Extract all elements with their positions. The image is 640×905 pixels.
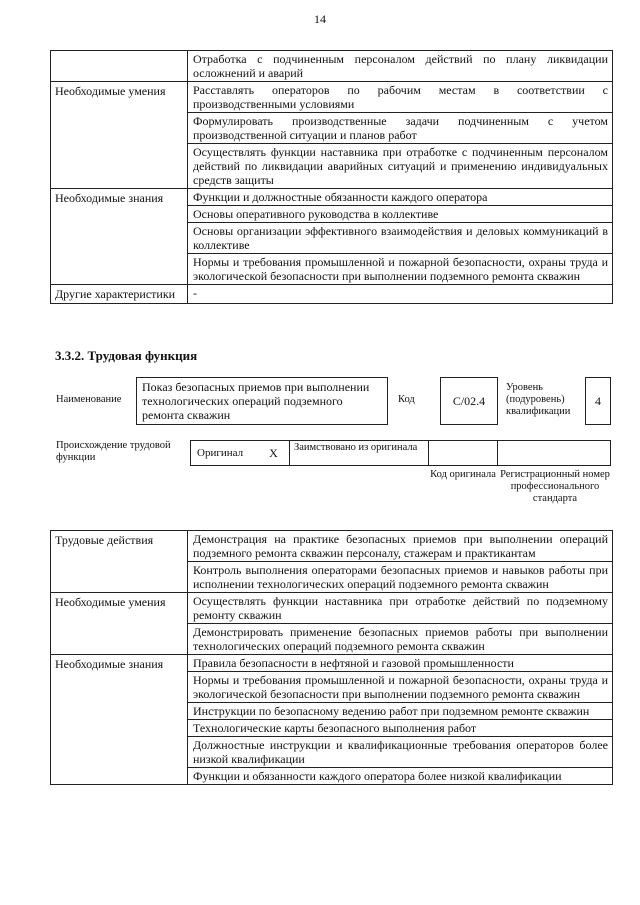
- table-cell: Демонстрировать применение безопасных приемов работы при выполнении технологических операций подземного ремонта скважин: [188, 624, 613, 655]
- labor-function-table: [50, 530, 613, 785]
- table-cell: Основы организации эффективного взаимодействия и деловых коммуникаций в коллективе: [188, 223, 613, 254]
- origin-label: Происхождение трудовой функции: [56, 440, 171, 463]
- page-number: 14: [314, 12, 326, 26]
- table-cell: Нормы и требования промышленной и пожарной безопасности, охраны труда и экологической безопасности при выполнении подземного ремонта скважин: [188, 254, 613, 285]
- row-label-actions: Трудовые действия: [51, 531, 188, 593]
- table-cell: Формулировать производственные задачи подчиненным с учетом производственной ситуации и планов работ: [188, 113, 613, 144]
- code-caption: Код оригинала: [430, 469, 496, 480]
- table-cell: Должностные инструкции и квалификационные требования операторов более низкой квалификации: [188, 737, 613, 768]
- function-name: Показ безопасных приемов при выполнении технологических операций подземного ремонта скважин: [142, 380, 370, 422]
- row-label-skills: Необходимые умения: [51, 82, 188, 189]
- original-cell: [190, 440, 290, 466]
- table-cell: Основы оперативного руководства в коллективе: [188, 206, 613, 223]
- original-label: Оригинал: [197, 447, 244, 459]
- level-box: [585, 377, 611, 425]
- code-label: Код: [398, 394, 415, 405]
- row-label-empty: [51, 51, 188, 82]
- original-code-cell: [428, 440, 498, 466]
- row-label-other: Другие характеристики: [51, 285, 188, 304]
- row-label-knowledge: Необходимые знания: [51, 655, 188, 785]
- registration-number-cell: [497, 440, 611, 466]
- competency-table-continued: [50, 50, 613, 304]
- table-cell: Осуществлять функции наставника при отработке действий по подземному ремонту скважин: [188, 593, 613, 624]
- table-cell: Функции и обязанности каждого оператора более низкой квалификации: [188, 768, 613, 785]
- table-cell: Нормы и требования промышленной и пожарной безопасности, охраны труда и экологической безопасности при выполнении подземного ремонта скважин: [188, 672, 613, 703]
- original-mark: X: [269, 445, 278, 460]
- registration-caption: Регистрационный номер профессионального стандарта: [500, 469, 610, 504]
- borrowed-cell: [289, 440, 429, 466]
- function-code: C/02.4: [452, 393, 486, 408]
- code-box: [440, 377, 498, 425]
- table-cell: Технологические карты безопасного выполнения работ: [188, 720, 613, 737]
- table-cell: Инструкции по безопасному ведению работ при подземном ремонте скважин: [188, 703, 613, 720]
- level-value: 4: [595, 393, 601, 408]
- borrowed-label: Заимствовано из оригинала: [294, 442, 418, 453]
- table-cell: Функции и должностные обязанности каждого оператора: [188, 189, 613, 206]
- table-cell: Осуществлять функции наставника при отработке с подчиненным персоналом действий по ликвидации аварийных ситуаций и применению индивидуальных средств защиты: [188, 144, 613, 189]
- row-label-knowledge: Необходимые знания: [51, 189, 188, 285]
- table-cell: Отработка с подчиненным персоналом действий по плану ликвидации осложнений и аварий: [188, 51, 613, 82]
- table-cell: -: [188, 285, 613, 304]
- level-label: Уровень (подуровень) квалификации: [506, 382, 571, 417]
- name-label: Наименование: [56, 394, 122, 405]
- table-cell: Контроль выполнения операторами безопасных приемов и навыков работы при исполнении технологических операций подземного ремонта скважин: [188, 562, 613, 593]
- table-cell: Правила безопасности в нефтяной и газовой промышленности: [188, 655, 613, 672]
- table-cell: Расставлять операторов по рабочим местам в соответствии с производственными условиями: [188, 82, 613, 113]
- section-title: 3.3.2. Трудовая функция: [55, 348, 198, 363]
- table-cell: Демонстрация на практике безопасных приемов при выполнении операций подземного ремонта скважин персоналу, стажерам и практикантам: [188, 531, 613, 562]
- function-name-box: [136, 377, 388, 425]
- row-label-skills: Необходимые умения: [51, 593, 188, 655]
